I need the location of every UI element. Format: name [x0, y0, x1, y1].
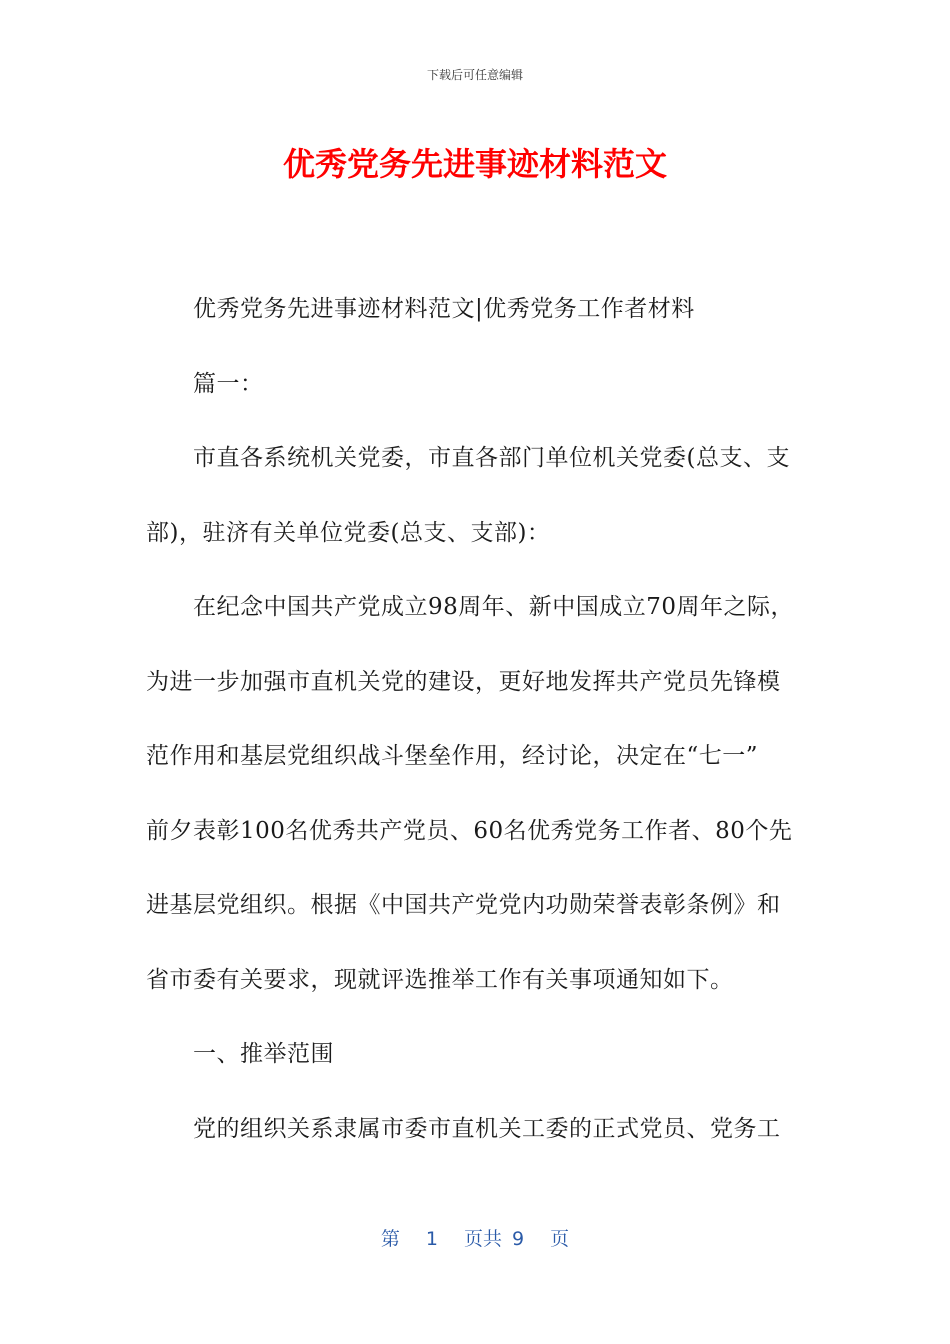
total-pages-number: 9	[512, 1228, 525, 1250]
current-page-number: 1	[425, 1228, 438, 1250]
paragraph-line: 篇一：	[193, 370, 264, 397]
paragraph-line: 范作用和基层党组织战斗堡垒作用，经讨论，决定在“七一”	[146, 743, 759, 769]
paragraph-line: 为进一步加强市直机关党的建设，更好地发挥共产党员先锋模	[146, 668, 781, 695]
paragraph-line: 部)，驻济有关单位党委(总支、支部)：	[146, 519, 551, 546]
section-heading: 一、推举范围	[193, 1041, 334, 1067]
footer-suffix: 页	[550, 1228, 570, 1250]
footer-prefix: 第	[380, 1228, 400, 1250]
header-note: 下载后可任意编辑	[426, 68, 523, 82]
paragraph-line: 在纪念中国共产党成立98周年、新中国成立70周年之际，	[193, 594, 795, 620]
paragraph-line: 前夕表彰100名优秀共产党员、60名优秀党务工作者、80个先	[146, 817, 793, 844]
page-footer	[0, 1225, 950, 1253]
paragraph-line: 市直各系统机关党委，市直各部门单位机关党委(总支、支	[193, 445, 790, 471]
footer-middle: 页共	[463, 1228, 502, 1250]
paragraph-line: 进基层党组织。根据《中国共产党党内功勋荣誉表彰条例》和	[146, 892, 781, 918]
paragraph-line: 省市委有关要求，现就评选推举工作有关事项通知如下。	[146, 966, 734, 993]
paragraph-line: 优秀党务先进事迹材料范文|优秀党务工作者材料	[193, 296, 695, 322]
document-title: 优秀党务先进事迹材料范文	[282, 145, 667, 183]
document-body	[146, 272, 810, 1166]
paragraph-line: 党的组织关系隶属市委市直机关工委的正式党员、党务工	[193, 1115, 781, 1142]
